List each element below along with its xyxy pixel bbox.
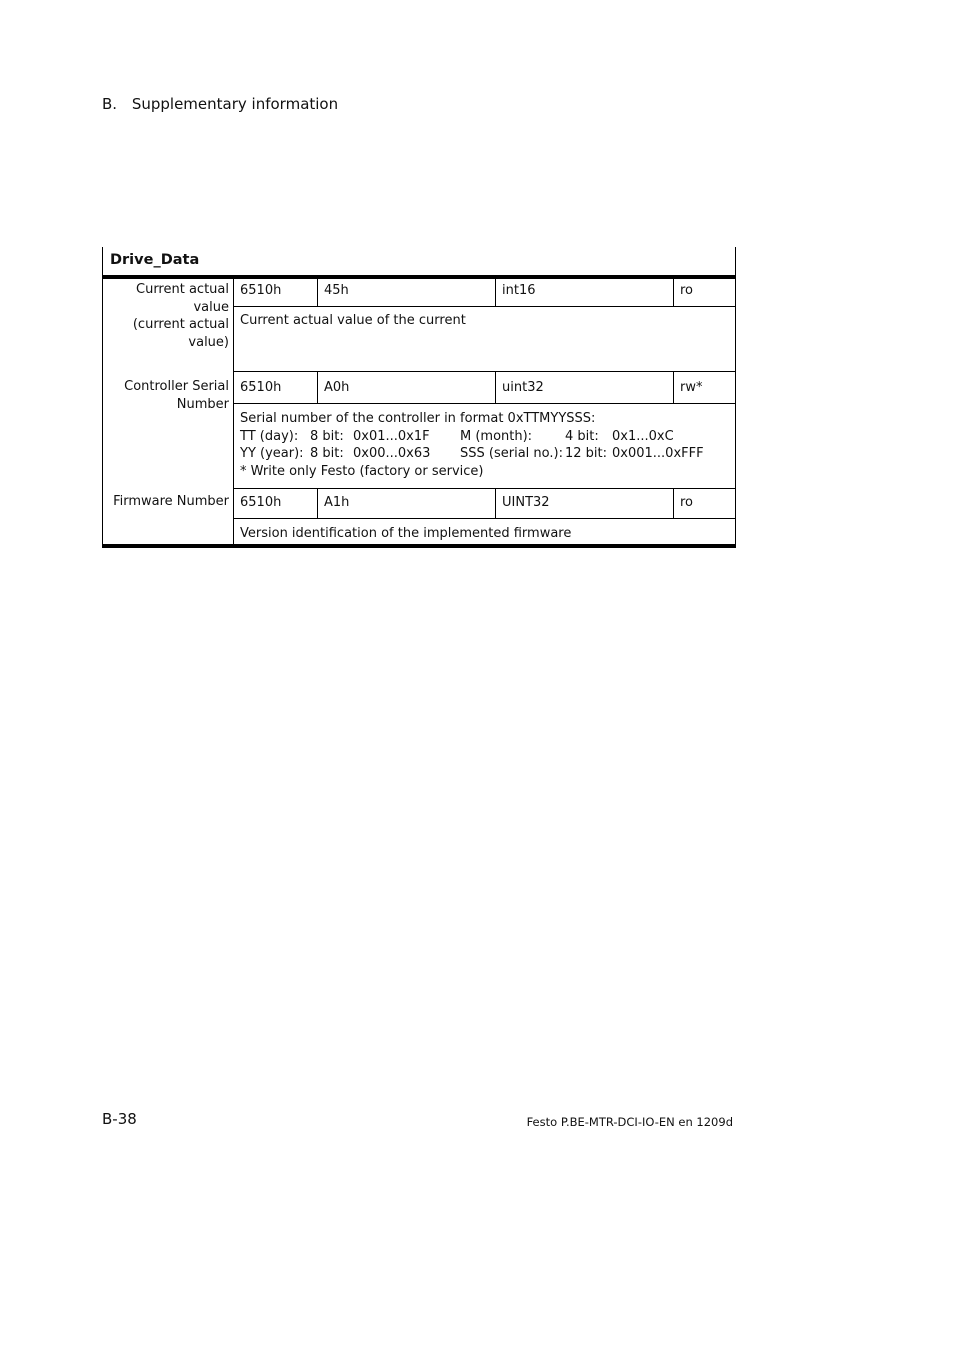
- drive-data-table: [102, 247, 736, 548]
- label-column-divider: [233, 279, 234, 544]
- entry-description: Serial number of the controller in format 0xTTMYYSSS:: [240, 411, 596, 426]
- entry-label-current-actual-value: Current actual value (current actual value): [132, 282, 229, 350]
- entry-type: UINT32: [502, 495, 550, 510]
- format-row-year-serial: YY (year): 8 bit: 0x00...0x63 SSS (serial no.): 12 bit: 0x001...0xFFF: [240, 446, 704, 461]
- row-divider: [233, 518, 736, 519]
- table-title: Drive_Data: [102, 247, 736, 275]
- row-divider: [233, 371, 736, 372]
- entry-description: Version identification of the implemented firmware: [240, 526, 572, 541]
- entry-access: ro: [680, 495, 694, 510]
- section-number: B.: [102, 95, 118, 113]
- entry-type: uint32: [502, 380, 544, 395]
- section-title: Supplementary information: [131, 95, 339, 113]
- entry-description: Current actual value of the current: [240, 313, 466, 328]
- entry-note: * Write only Festo (factory or service): [240, 463, 484, 479]
- entry-access: ro: [680, 283, 694, 298]
- entry-index: 6510h: [240, 380, 282, 395]
- document-id: Festo P.BE-MTR-DCI-IO-EN en 1209d: [526, 1115, 733, 1129]
- column-divider: [317, 371, 318, 403]
- section-header: [102, 95, 338, 113]
- entry-description-block: [234, 410, 704, 480]
- column-divider: [673, 488, 674, 518]
- row-divider: [233, 306, 736, 307]
- column-divider: [495, 279, 496, 306]
- entry-label-controller-serial-number: Controller Serial Number: [124, 379, 229, 412]
- column-divider: [317, 279, 318, 306]
- format-row-day-month: TT (day): 8 bit: 0x01...0x1F M (month): 4 bit: 0x1...0xC: [240, 428, 674, 444]
- entry-index: 6510h: [240, 495, 282, 510]
- column-divider: [317, 488, 318, 518]
- row-divider: [233, 488, 736, 489]
- entry-subindex: A1h: [324, 495, 350, 510]
- table-body: [102, 279, 736, 544]
- entry-type: int16: [502, 283, 536, 298]
- entry-subindex: A0h: [324, 380, 350, 395]
- column-divider: [673, 279, 674, 306]
- row-divider: [233, 403, 736, 404]
- column-divider: [673, 371, 674, 403]
- column-divider: [495, 371, 496, 403]
- entry-access: rw*: [680, 380, 703, 395]
- entry-index: 6510h: [240, 283, 282, 298]
- page-number: B-38: [102, 1110, 137, 1128]
- entry-subindex: 45h: [324, 283, 349, 298]
- column-divider: [495, 488, 496, 518]
- entry-label-firmware-number: Firmware Number: [113, 494, 229, 509]
- table-bottom-rule: [102, 544, 736, 548]
